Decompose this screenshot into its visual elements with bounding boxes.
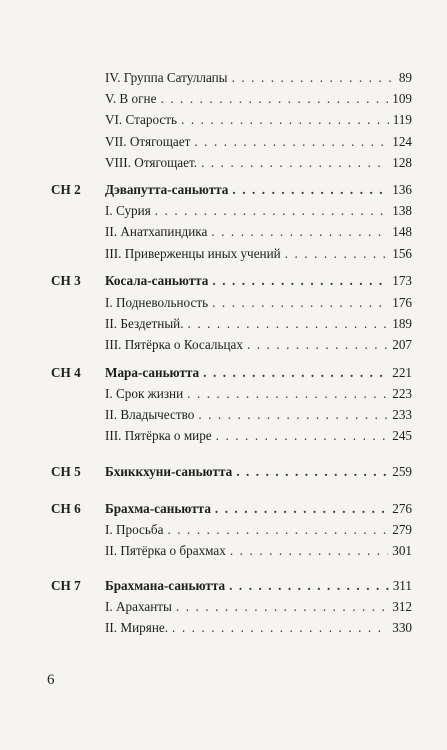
- chapter-code: СН 5: [51, 464, 81, 479]
- entry-title: I. Срок жизни: [105, 386, 184, 401]
- entry-title: III. Пятёрка о Косальцах: [105, 337, 243, 352]
- entry-page-number: 109: [392, 91, 412, 106]
- toc-section-row: [0, 426, 447, 446]
- dot-leader: [230, 541, 388, 561]
- toc-chapter-row: [0, 499, 447, 519]
- toc-entry: [105, 597, 412, 617]
- entry-title: I. Сурия: [105, 203, 151, 218]
- entry-title: VII. Отягощает: [105, 134, 191, 149]
- dot-leader: [176, 597, 388, 617]
- entry-page-number: 330: [392, 620, 412, 635]
- entry-page-number: 233: [392, 407, 412, 422]
- entry-title: IV. Группа Сатуллапы: [105, 70, 228, 85]
- entry-title: Косала-саньютта: [105, 273, 209, 288]
- toc-entry: [105, 293, 412, 313]
- toc-section-row: [0, 89, 447, 109]
- dot-leader: [188, 314, 389, 334]
- toc-entry: [105, 335, 412, 355]
- toc-section-row: [0, 618, 447, 638]
- toc-entry: [105, 363, 412, 383]
- chapter-code: СН 7: [51, 578, 81, 593]
- entry-page-number: 311: [392, 578, 412, 593]
- entry-page-number: 207: [392, 337, 412, 352]
- toc-section-row: [0, 153, 447, 173]
- entry-page-number: 279: [392, 522, 412, 537]
- toc-section-row: [0, 244, 447, 264]
- dot-leader: [203, 363, 388, 383]
- toc-entry: [105, 110, 412, 130]
- entry-page-number: 189: [392, 316, 412, 331]
- entry-page-number: 148: [392, 224, 412, 239]
- toc-entry: [105, 314, 412, 334]
- toc-section-row: [0, 335, 447, 355]
- toc-section-row: [0, 384, 447, 404]
- entry-title: VI. Старость: [105, 112, 178, 127]
- chapter-code: СН 2: [51, 182, 81, 197]
- entry-title: VIII. Отягощает.: [105, 155, 198, 170]
- toc-section-row: [0, 314, 447, 334]
- dot-leader: [198, 405, 388, 425]
- dot-leader: [211, 222, 388, 242]
- dot-leader: [194, 132, 388, 152]
- entry-title: I. Подневольность: [105, 295, 209, 310]
- entry-page-number: 156: [392, 246, 412, 261]
- entry-page-number: 245: [392, 428, 412, 443]
- toc-entry: [105, 618, 412, 638]
- toc-section-row: [0, 201, 447, 221]
- entry-page-number: 312: [392, 599, 412, 614]
- dot-leader: [236, 462, 388, 482]
- chapter-code: СН 4: [51, 365, 81, 380]
- toc-entry: [105, 132, 412, 152]
- dot-leader: [201, 153, 388, 173]
- toc-section-row: [0, 293, 447, 313]
- entry-title: III. Пятёрка о мире: [105, 428, 212, 443]
- entry-title: Брахмана-саньютта: [105, 578, 226, 593]
- entry-page-number: 138: [392, 203, 412, 218]
- entry-page-number: 124: [392, 134, 412, 149]
- dot-leader: [212, 271, 388, 291]
- toc-entry: [105, 271, 412, 291]
- entry-page-number: 136: [392, 182, 412, 197]
- toc-section-row: [0, 132, 447, 152]
- toc-entry: [105, 576, 412, 596]
- entry-title: II. Пятёрка о брахмах: [105, 543, 226, 558]
- page-number: 6: [47, 672, 55, 688]
- dot-leader: [229, 576, 389, 596]
- toc-section-row: [0, 68, 447, 88]
- dot-leader: [155, 201, 388, 221]
- dot-leader: [160, 89, 388, 109]
- entry-title: II. Анатхапиндика: [105, 224, 208, 239]
- entry-title: Бхиккхуни-саньютта: [105, 464, 233, 479]
- entry-page-number: 223: [392, 386, 412, 401]
- entry-title: I. Араханты: [105, 599, 172, 614]
- entry-page-number: 128: [392, 155, 412, 170]
- toc-entry: [105, 462, 412, 482]
- chapter-code: СН 6: [51, 501, 81, 516]
- toc-entry: [105, 520, 412, 540]
- entry-title: Брахма-саньютта: [105, 501, 211, 516]
- toc-entry: [105, 68, 412, 88]
- entry-title: Мара-саньютта: [105, 365, 200, 380]
- entry-page-number: 89: [398, 70, 412, 85]
- entry-page-number: 259: [392, 464, 412, 479]
- toc-section-row: [0, 222, 447, 242]
- entry-page-number: 173: [392, 273, 412, 288]
- dot-leader: [187, 384, 388, 404]
- entry-title: II. Владычество: [105, 407, 195, 422]
- dot-leader: [212, 293, 388, 313]
- dot-leader: [167, 520, 388, 540]
- toc-entry: [105, 499, 412, 519]
- dot-leader: [232, 68, 395, 88]
- entry-title: Дэвапутта-саньютта: [105, 182, 229, 197]
- entry-page-number: 276: [392, 501, 412, 516]
- entry-title: II. Миряне.: [105, 620, 169, 635]
- entry-page-number: 221: [392, 365, 412, 380]
- toc-section-row: [0, 110, 447, 130]
- toc-chapter-row: [0, 271, 447, 291]
- entry-title: III. Приверженцы иных учений: [105, 246, 281, 261]
- toc-section-row: [0, 405, 447, 425]
- toc-section-row: [0, 541, 447, 561]
- toc-entry: [105, 384, 412, 404]
- toc-chapter-row: [0, 462, 447, 482]
- toc-entry: [105, 89, 412, 109]
- toc-entry: [105, 244, 412, 264]
- toc-entry: [105, 541, 412, 561]
- toc-chapter-row: [0, 180, 447, 200]
- toc-section-row: [0, 597, 447, 617]
- entry-page-number: 301: [392, 543, 412, 558]
- toc-entry: [105, 222, 412, 242]
- dot-leader: [285, 244, 388, 264]
- toc-entry: [105, 153, 412, 173]
- dot-leader: [215, 499, 388, 519]
- toc-chapter-row: [0, 576, 447, 596]
- dot-leader: [172, 618, 388, 638]
- dot-leader: [247, 335, 388, 355]
- toc-entry: [105, 405, 412, 425]
- chapter-code: СН 3: [51, 273, 81, 288]
- entry-title: I. Просьба: [105, 522, 164, 537]
- toc-entry: [105, 426, 412, 446]
- entry-title: V. В огне: [105, 91, 157, 106]
- toc-chapter-row: [0, 363, 447, 383]
- entry-page-number: 176: [392, 295, 412, 310]
- toc-section-row: [0, 520, 447, 540]
- toc-entry: [105, 201, 412, 221]
- dot-leader: [216, 426, 389, 446]
- dot-leader: [181, 110, 389, 130]
- entry-title: II. Бездетный.: [105, 316, 184, 331]
- entry-page-number: 119: [392, 112, 412, 127]
- toc-entry: [105, 180, 412, 200]
- dot-leader: [232, 180, 388, 200]
